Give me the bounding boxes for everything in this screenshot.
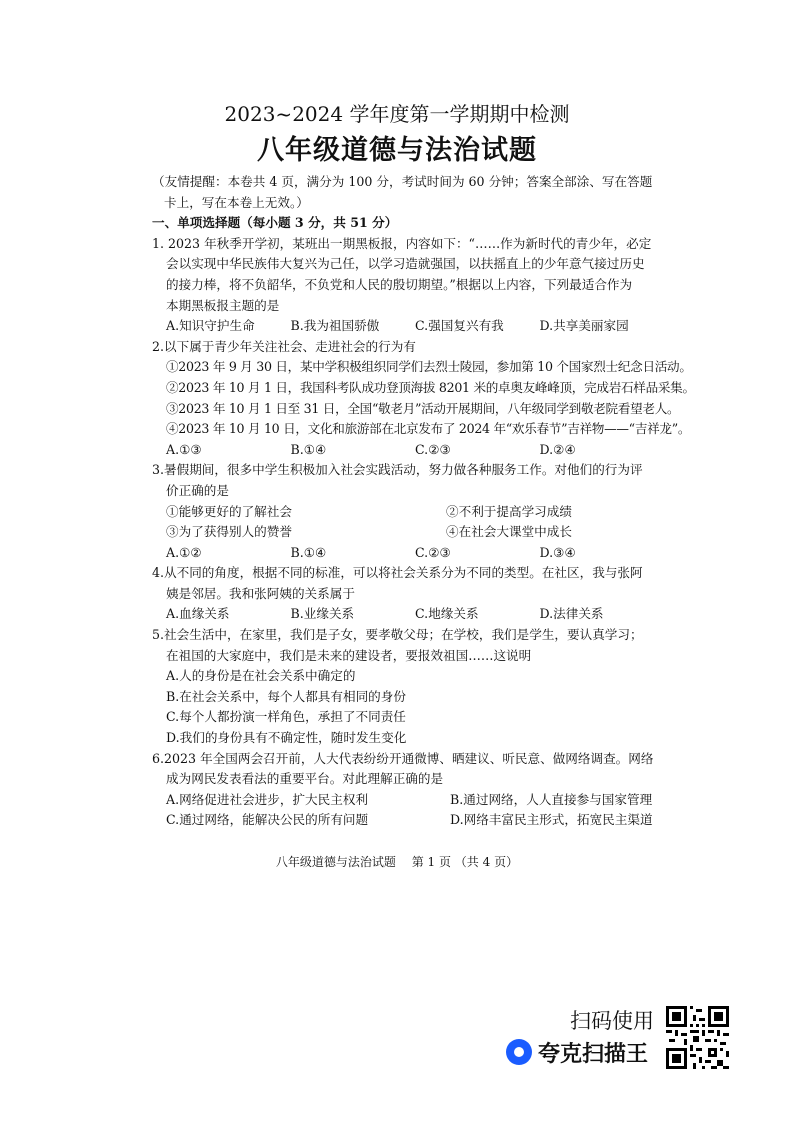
question-3-statement-3: ③为了获得别人的赞誉: [166, 524, 292, 540]
question-6-option-b: B.通过网络，人人直接参与国家管理: [450, 791, 653, 807]
question-3-statement-4: ④在社会大课堂中成长: [446, 524, 572, 540]
question-3-line-1: 3.暑假期间，很多中学生积极加入社会实践活动，努力做各种服务工作。对他们的行为评: [152, 462, 643, 478]
question-2-statement-2: ②2023 年 10 月 1 日，我国科考队成功登顶海拔 8201 米的卓奥友峰峰顶，完成岩石样品采集。: [166, 379, 695, 395]
question-5-option-a: A.人的身份是在社会关系中确定的: [166, 668, 356, 684]
scanner-watermark: [500, 1003, 740, 1075]
question-2-statement-4: ④2023 年 10 月 10 日，文化和旅游部在北京发布了 2024 年“欢乐春节”吉祥物——“吉祥龙”。: [166, 421, 691, 437]
question-3-option-b: B.①④: [290, 544, 327, 560]
question-4-option-c: C.地缘关系: [415, 606, 479, 622]
brand-name: 夸克扫描王: [538, 1042, 649, 1067]
question-5-line-2: 在祖国的大家庭中，我们是未来的建设者，要报效祖国……这说明: [166, 647, 532, 663]
question-1-option-b: B.我为祖国骄傲: [290, 318, 380, 334]
question-4: [152, 563, 664, 625]
question-6-option-c: C.通过网络，能解决公民的所有问题: [166, 812, 369, 828]
question-2-statement-3: ③2023 年 10 月 1 日至 31 日，全国“敬老月”活动开展期间，八年级同学到敬老院看望老人。: [166, 400, 680, 416]
question-3-statements-row-2: [152, 522, 664, 543]
question-5-option-c: C.每个人都扮演一样角色，承担了不同责任: [166, 709, 406, 725]
notice-line-1: （友情提醒：本卷共 4 页，满分为 100 分，考试时间为 60 分钟；答案全部涂、写在答题: [152, 174, 653, 189]
question-2: [152, 337, 695, 461]
question-1-option-a: A.知识守护生命: [166, 318, 255, 334]
question-6-option-a: A.网络促进社会进步，扩大民主权利: [166, 791, 369, 807]
exam-body: [152, 172, 695, 831]
question-2-option-a: A.①③: [166, 441, 202, 457]
question-4-option-d: D.法律关系: [539, 606, 604, 622]
question-2-statement-1: ①2023 年 9 月 30 日，某中学积极组织同学们去烈士陵园，参加第 10 个国家烈士纪念日活动。: [166, 359, 692, 375]
question-6-options-row-1: [152, 790, 664, 811]
section-title: 一、单项选择题（每小题 3 分，共 51 分）: [152, 215, 398, 231]
question-5-option-b: B.在社会关系中，每个人都具有相同的身份: [166, 688, 406, 704]
question-3-option-d: D.③④: [539, 544, 576, 560]
question-6-option-d: D.网络丰富民主形式，拓宽民主渠道: [450, 812, 653, 828]
qr-code-icon[interactable]: [666, 1006, 729, 1069]
question-1-option-d: D.共享美丽家园: [539, 318, 629, 334]
question-3-statement-2: ②不利于提高学习成绩: [446, 503, 572, 519]
question-1-options: [152, 316, 664, 337]
question-5-option-d: D.我们的身份具有不确定性，随时发生变化: [166, 730, 407, 746]
question-3: [152, 460, 664, 563]
question-6-line-2: 成为网民发表看法的重要平台。对此理解正确的是: [166, 771, 444, 787]
exam-title: 八年级道德与法治试题: [257, 135, 537, 166]
scan-to-use-label: 扫码使用: [570, 1009, 654, 1033]
question-4-option-b: B.业缘关系: [290, 606, 355, 622]
question-2-option-c: C.②③: [415, 441, 451, 457]
page-footer: 八年级道德与法治试题 第 1 页 （共 4 页）: [275, 855, 519, 869]
question-2-option-b: B.①④: [290, 441, 327, 457]
question-1-line-3: 的接力棒，将不负韶华，不负党和人民的殷切期望。”根据以上内容，下列最适合作为: [166, 276, 633, 292]
question-3-statements-row-1: [152, 502, 664, 523]
question-6-line-1: 6.2023 年全国两会召开前，人大代表纷纷开通微博、晒建议、听民意、做网络调查。网络: [152, 750, 654, 766]
question-2-options: [152, 440, 664, 461]
question-3-option-a: A.①②: [166, 544, 202, 560]
question-3-statement-1: ①能够更好的了解社会: [166, 503, 292, 519]
question-2-option-d: D.②④: [539, 441, 576, 457]
question-4-options: [152, 604, 664, 625]
question-1: [152, 234, 664, 337]
question-3-options: [152, 543, 664, 564]
exam-year-heading: 2023~2024 学年度第一学期期中检测: [224, 102, 570, 126]
question-4-line-2: 姨是邻居。我和张阿姨的关系属于: [166, 585, 355, 601]
question-3-line-2: 价正确的是: [166, 482, 229, 498]
question-1-line-2: 会以实现中华民族伟大复兴为己任，以学习造就强国，以扶摇直上的少年意气接过历史: [166, 256, 645, 272]
question-4-option-a: A.血缘关系: [166, 606, 230, 622]
notice-line-2: 卡上，写在本卷上无效。）: [164, 194, 309, 210]
question-4-line-1: 4.从不同的角度，根据不同的标准，可以将社会关系分为不同的类型。在社区，我与张阿: [152, 565, 643, 581]
question-6-options-row-2: [152, 810, 664, 831]
brand-logo-icon: [506, 1039, 532, 1065]
question-2-line-1: 2.以下属于青少年关注社会、走进社会的行为有: [152, 338, 416, 354]
question-5: [152, 625, 664, 749]
question-3-option-c: C.②③: [415, 544, 451, 560]
question-5-line-1: 5.社会生活中，在家里，我们是子女，要孝敬父母；在学校，我们是学生，要认真学习；: [152, 627, 643, 643]
question-1-line-1: 1. 2023 年秋季开学初，某班出一期黑板报，内容如下：“……作为新时代的青少年，必定: [152, 235, 652, 251]
question-6: [152, 749, 664, 831]
question-1-line-4: 本期黑板报主题的是: [166, 297, 280, 313]
question-1-option-c: C.强国复兴有我: [415, 318, 504, 334]
